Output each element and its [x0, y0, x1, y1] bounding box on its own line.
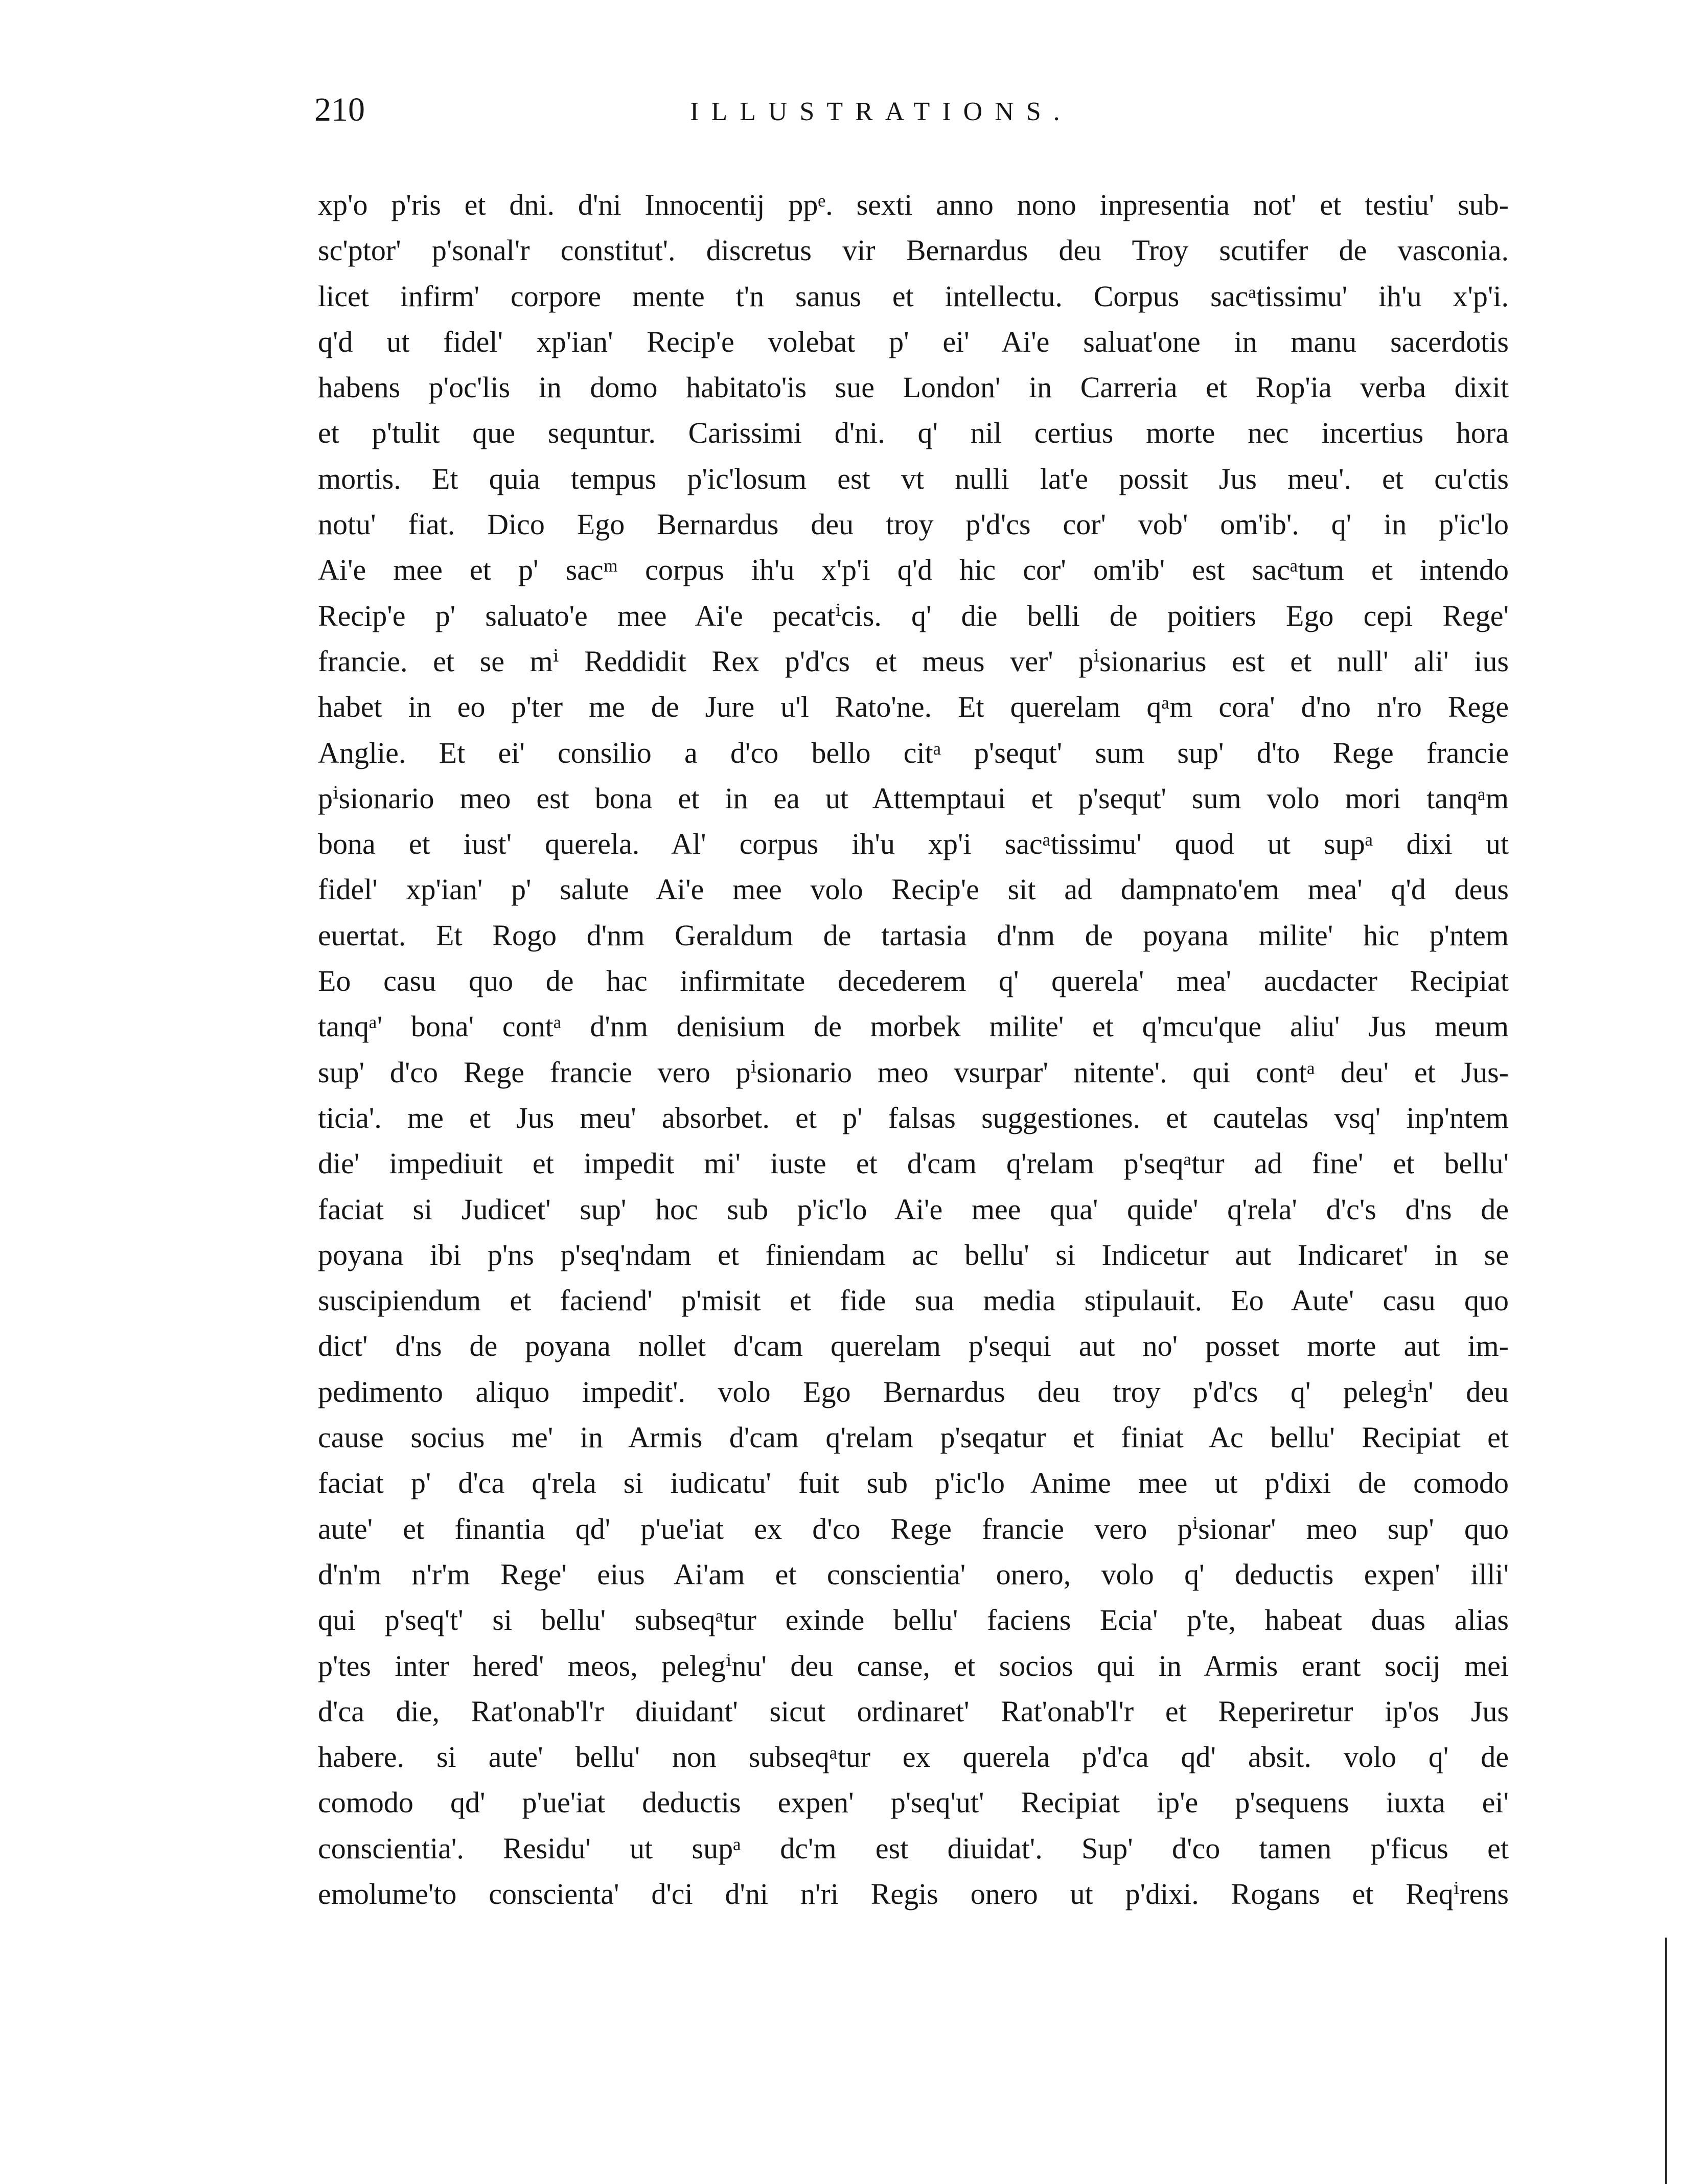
text-line: die' impediuit et impedit mi' iuste et d'cam q'relam p'seqᵃtur ad fine' et bellu'	[318, 1147, 1509, 1180]
text-line: xp'o p'ris et dni. d'ni Innocentij ppᵉ. sexti anno nono inpresentia not' et testiu' sub-	[318, 188, 1509, 221]
text-line: p'tes inter hered' meos, pelegⁱnu' deu canse, et socios qui in Armis erant socij mei	[318, 1649, 1509, 1682]
text-line: notu' fiat. Dico Ego Bernardus deu troy p'd'cs cor' vob' om'ib'. q' in p'ic'lo	[318, 508, 1509, 541]
text-line: poyana ibi p'ns p'seq'ndam et finiendam ac bellu' si Indicetur aut Indicaret' in se	[318, 1238, 1509, 1271]
text-line: habere. si aute' bellu' non subseqᵃtur ex querela p'd'ca qd' absit. volo q' de	[318, 1740, 1509, 1774]
text-line: mortis. Et quia tempus p'ic'losum est vt nulli lat'e possit Jus meu'. et cu'ctis	[318, 462, 1509, 495]
text-line: cause socius me' in Armis d'cam q'relam p'seqatur et finiat Ac bellu' Recipiat et	[318, 1421, 1509, 1454]
text-line: et p'tulit que sequntur. Carissimi d'ni. q' nil certius morte nec incertius hora	[318, 416, 1509, 450]
running-head	[314, 87, 1500, 133]
margin-rule	[1665, 1938, 1667, 2184]
text-line: pedimento aliquo impedit'. volo Ego Bernardus deu troy p'd'cs q' pelegⁱn' deu	[318, 1375, 1509, 1408]
text-line: dict' d'ns de poyana nollet d'cam querelam p'sequi aut no' posset morte aut im-	[318, 1329, 1509, 1363]
text-line: sc'ptor' p'sonal'r constitut'. discretus vir Bernardus deu Troy scutifer de vasconia.	[318, 234, 1509, 267]
text-line: licet infirm' corpore mente t'n sanus et intellectu. Corpus sacᵃtissimu' ih'u x'p'i.	[318, 279, 1509, 313]
text-line: d'n'm n'r'm Rege' eius Ai'am et conscientia' onero, volo q' deductis expen' illi'	[318, 1557, 1509, 1591]
text-line: comodo qd' p'ue'iat deductis expen' p'seq'ut' Recipiat ip'e p'sequens iuxta ei'	[318, 1786, 1509, 1819]
text-line: euertat. Et Rogo d'nm Geraldum de tartasia d'nm de poyana milite' hic p'ntem	[318, 918, 1509, 952]
body-text	[318, 182, 1509, 1917]
text-line: qui p'seq't' si bellu' subseqᵃtur exinde bellu' faciens Ecia' p'te, habeat duas alias	[318, 1603, 1509, 1637]
text-line: habet in eo p'ter me de Jure u'l Rato'ne. Et querelam qᵃm cora' d'no n'ro Rege	[318, 690, 1509, 724]
text-line: Ai'e mee et p' sacᵐ corpus ih'u x'p'i q'd hic cor' om'ib' est sacᵃtum et intendo	[318, 553, 1509, 587]
text-line: faciat p' d'ca q'rela si iudicatu' fuit sub p'ic'lo Anime mee ut p'dixi de comodo	[318, 1466, 1509, 1500]
text-line: pⁱsionario meo est bona et in ea ut Attemptaui et p'sequt' sum volo mori tanqᵃm	[318, 781, 1509, 815]
text-line: faciat si Judicet' sup' hoc sub p'ic'lo Ai'e mee qua' quide' q'rela' d'c's d'ns de	[318, 1192, 1509, 1226]
text-line: tanqᵃ' bona' contᵃ d'nm denisium de morbek milite' et q'mcu'que aliu' Jus meum	[318, 1010, 1509, 1043]
text-line: Anglie. Et ei' consilio a d'co bello citᵃ p'sequt' sum sup' d'to Rege francie	[318, 736, 1509, 769]
text-line: bona et iust' querela. Al' corpus ih'u xp'i sacᵃtissimu' quod ut supᵃ dixi ut	[318, 827, 1509, 861]
text-line: ticia'. me et Jus meu' absorbet. et p' falsas suggestiones. et cautelas vsq' inp'ntem	[318, 1101, 1509, 1134]
text-line: fidel' xp'ian' p' salute Ai'e mee volo Recip'e sit ad dampnato'em mea' q'd deus	[318, 873, 1509, 906]
text-line: aute' et finantia qd' p'ue'iat ex d'co Rege francie vero pⁱsionar' meo sup' quo	[318, 1512, 1509, 1545]
text-line: habens p'oc'lis in domo habitato'is sue London' in Carreria et Rop'ia verba dixit	[318, 371, 1509, 404]
text-line: conscientia'. Residu' ut supᵃ dc'm est diuidat'. Sup' d'co tamen p'ficus et	[318, 1831, 1509, 1865]
text-line: q'd ut fidel' xp'ian' Recip'e volebat p' ei' Ai'e saluat'one in manu sacerdotis	[318, 325, 1509, 358]
text-line: Eo casu quo de hac infirmitate decederem q' querela' mea' aucdacter Recipiat	[318, 964, 1509, 998]
text-line: emolume'to conscienta' d'ci d'ni n'ri Regis onero ut p'dixi. Rogans et Reqⁱrens	[318, 1877, 1509, 1910]
text-line: Recip'e p' saluato'e mee Ai'e pecatⁱcis. q' die belli de poitiers Ego cepi Rege'	[318, 599, 1509, 632]
text-line: francie. et se mⁱ Reddidit Rex p'd'cs et meus ver' pⁱsionarius est et null' ali' ius	[318, 644, 1509, 678]
page-number: 210	[314, 91, 365, 128]
text-line: suscipiendum et faciend' p'misit et fide sua media stipulauit. Eo Aute' casu quo	[318, 1284, 1509, 1317]
text-line: sup' d'co Rege francie vero pⁱsionario meo vsurpar' nitente'. qui contᵃ deu' et Jus-	[318, 1055, 1509, 1089]
text-line: d'ca die, Rat'onab'l'r diuidant' sicut ordinaret' Rat'onab'l'r et Reperiretur ip'os Jus	[318, 1694, 1509, 1728]
running-title: ILLUSTRATIONS.	[690, 97, 1072, 126]
